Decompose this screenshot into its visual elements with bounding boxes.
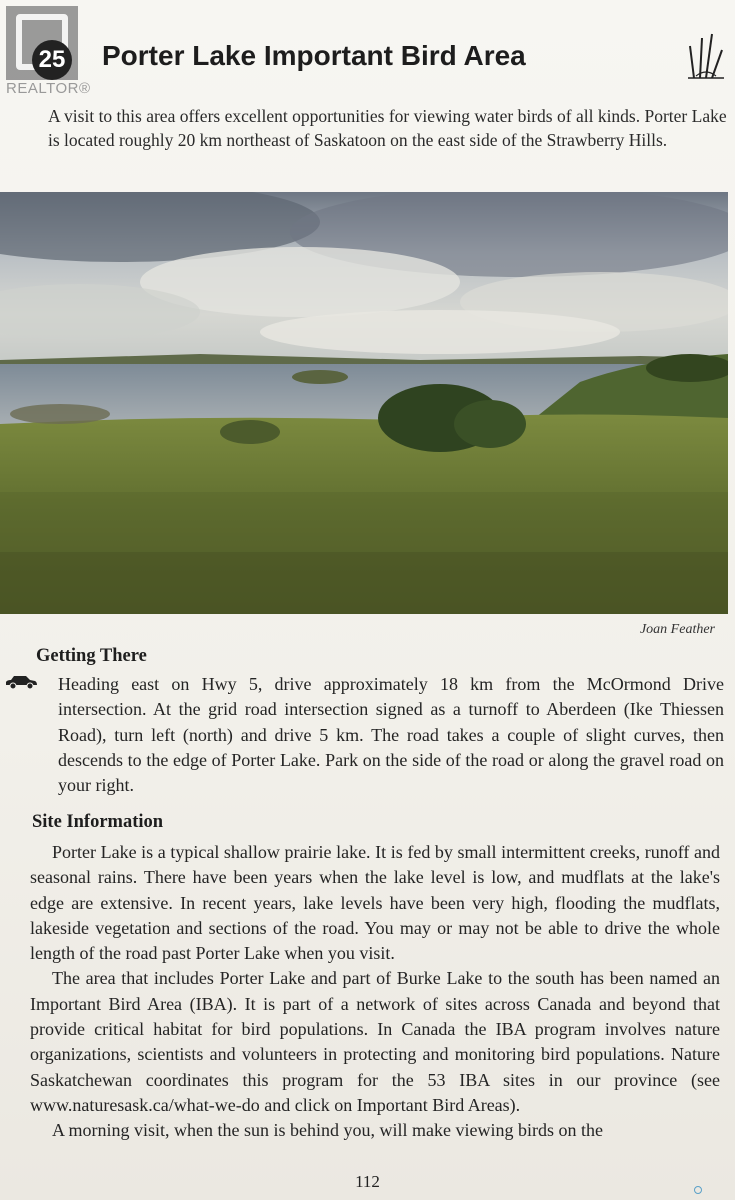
getting-there-text: Heading east on Hwy 5, drive approximately 18 km from the McOrmond Drive intersection. At the grid road intersection signed as a turnoff to Aberdeen (Ike Thiessen Road), turn left (north) and drive 5 km. The road takes a couple of slight curves, then descends to the edge of Porter Lake. Park on the side of the road or along the gravel road on your right. [58, 674, 724, 796]
page-number: 112 [355, 1172, 380, 1191]
realtor-watermark-text: REALTOR® [6, 80, 91, 97]
site-information-paragraph: A morning visit, when the sun is behind you, will make viewing birds on the [52, 1120, 603, 1141]
photo-credit: Joan Feather [639, 622, 715, 637]
reeds-icon [686, 32, 726, 80]
chapter-number-badge: 25 [32, 40, 72, 80]
site-information-paragraph: Porter Lake is a typical shallow prairie lake. It is fed by small intermittent creeks, runoff and seasonal rains. There have been years when the lake level is low, and mudflats at the lake's edge are extensive. In recent years, lake levels have been very high, flooding the mudflats, lakeside vegetation and sections of the road. You may or may not be able to drive the whole length of the road past Porter Lake when you visit. [30, 842, 720, 964]
car-icon [4, 674, 38, 690]
site-information-body [30, 840, 720, 1144]
location-dot-icon [694, 1186, 702, 1194]
intro-paragraph: A visit to this area offers excellent opportunities for viewing water birds of all kinds. Porter Lake is located roughly 20 km northeast of Saskatoon on the east side of the Strawberry Hills. [48, 106, 727, 150]
site-information-paragraph: The area that includes Porter Lake and part of Burke Lake to the south has been named an Important Bird Area (IBA). It is part of a network of sites across Canada and beyond that provide critical habitat for bird populations. In Canada the IBA program involves nature organizations, scientists and volunteers in protecting and monitoring bird populations. Nature Saskatchewan coordinates this program for the 53 IBA sites in our province (see www.naturesask.ca/what-we-do and click on Important Bird Areas). [30, 968, 720, 1115]
lake-landscape-photo [0, 192, 728, 614]
getting-there-heading: Getting There [36, 646, 147, 666]
site-information-heading: Site Information [32, 812, 164, 832]
page-title: Porter Lake Important Bird Area [102, 40, 526, 71]
